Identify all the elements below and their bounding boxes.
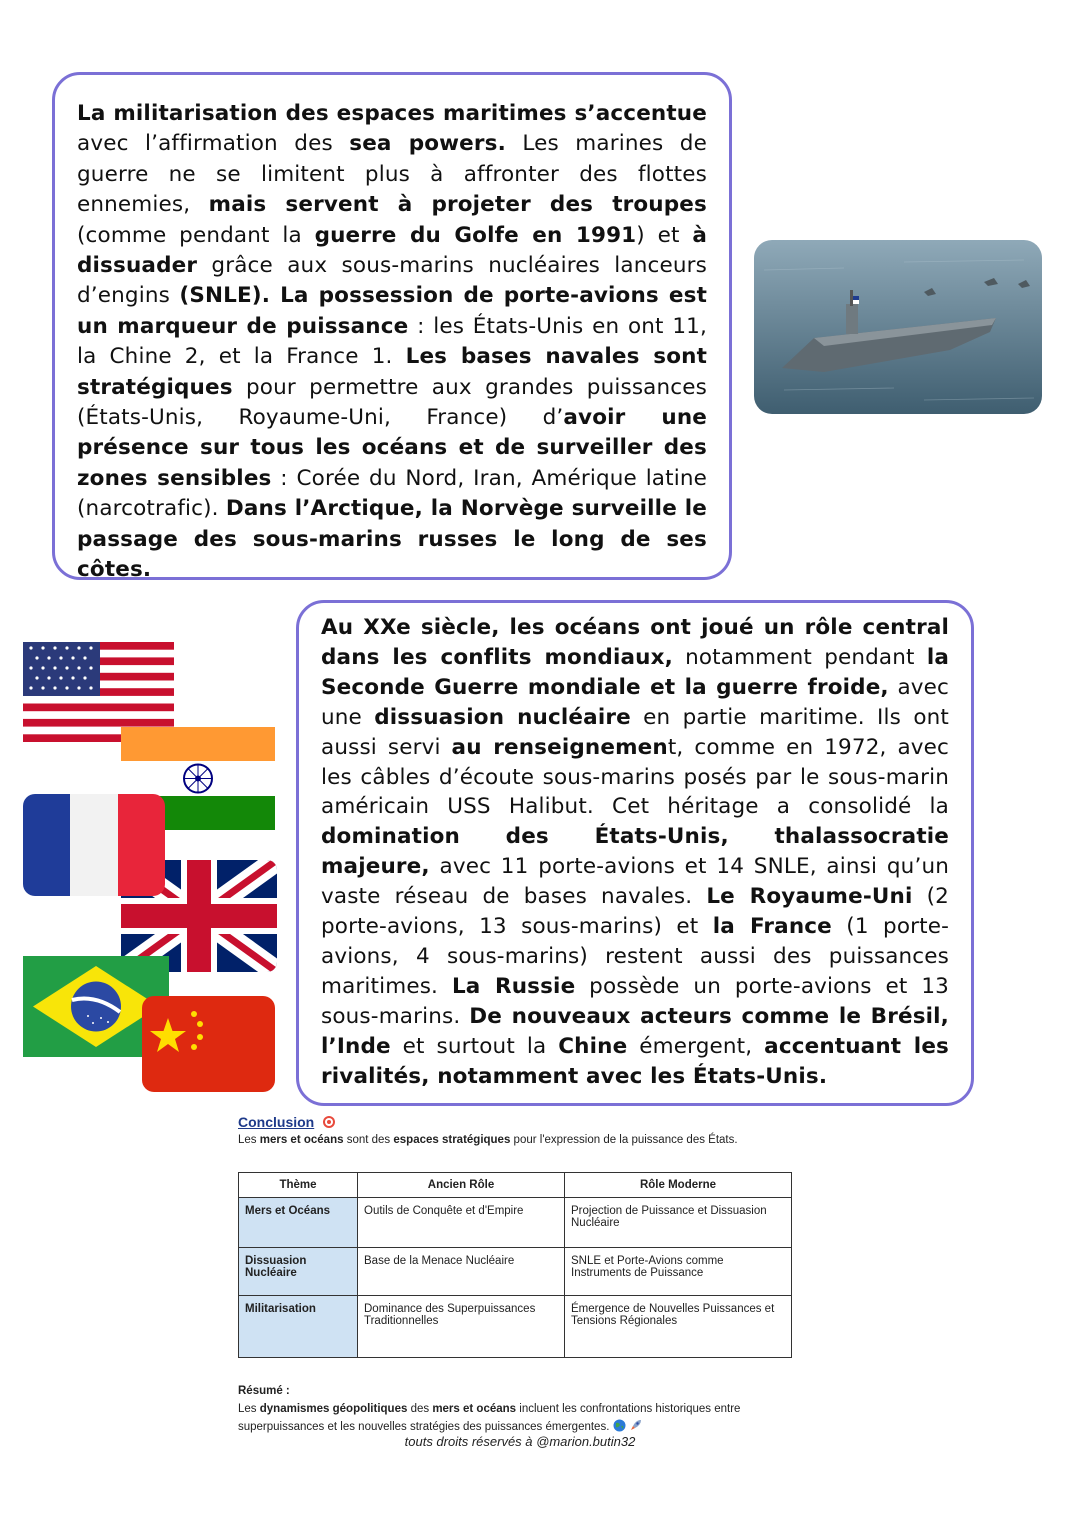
text-segment: : Corée du Nord, Iran, Amérique latine (narcotrafic). <box>77 465 707 522</box>
bold-text-segment: Les bases navales sont stratégiques <box>77 344 707 400</box>
resume-body <box>238 1403 740 1433</box>
bold-text-segment: au renseignemen <box>451 734 668 760</box>
aircraft-carrier-photo <box>754 240 1042 414</box>
text-segment: possède un porte-avions et 13 sous-marins. <box>321 973 949 1029</box>
china-flag <box>142 996 275 1092</box>
text-segment: (1 porte-avions, 4 sous-marins) restent aussi des puissances maritimes. <box>321 914 949 999</box>
text-segment: grâce aux sous-marins nucléaires lanceurs d’engins <box>77 253 707 309</box>
bold-text-segment: domination des États-Unis, thalassocratie majeure, <box>321 824 949 880</box>
bold-text-segment: dissuasion nucléaire <box>374 704 631 730</box>
bold-text-segment: Chine <box>558 1033 628 1059</box>
bold-text-segment: dynamismes géopolitiques <box>259 1403 408 1415</box>
text-segment: (comme pendant la <box>77 222 315 248</box>
bold-text-segment: avoir une présence sur tous les océans et de surveiller des zones sensibles <box>77 405 708 491</box>
text-segment: Les <box>238 1403 260 1415</box>
row-theme: Dissuasion Nucléaire <box>239 1248 358 1296</box>
bold-text-segment: La Russie <box>451 973 576 999</box>
text-segment: en partie maritime. Ils ont aussi servi <box>321 704 949 760</box>
row-modern-role: Projection de Puissance et Dissuasion Nucléaire <box>565 1198 792 1248</box>
row-modern-role: Émergence de Nouvelles Puissances et Tensions Régionales <box>565 1296 792 1358</box>
table-row <box>239 1296 792 1358</box>
text-segment: Les <box>238 1134 260 1146</box>
france-flag <box>23 794 165 896</box>
bold-text-segment: mais servent à projeter des troupes <box>208 192 707 218</box>
conclusion-section <box>238 1114 798 1146</box>
bold-text-segment: mers et océans <box>259 1134 344 1146</box>
rocket-icon <box>629 1418 643 1432</box>
bold-text-segment: La militarisation des espaces maritimes s’accentue <box>77 101 707 126</box>
row-theme: Mers et Océans <box>239 1198 358 1248</box>
text-segment: t, comme en 1972, avec les câbles d’écoute sous-marins posés par le sous-marin américain USS Halibut. Cet héritage a consolidé la <box>321 734 949 820</box>
text-segment: Les marines de guerre ne se limitent plus à affronter des flottes ennemies, <box>77 131 707 218</box>
bold-text-segment: guerre du Golfe en 1991 <box>314 222 637 248</box>
bold-text-segment: accentuant les rivalités, notamment avec les États-Unis. <box>321 1033 949 1089</box>
text-segment: notamment pendant <box>672 644 927 670</box>
header-theme: Thème <box>239 1173 358 1198</box>
target-icon <box>322 1115 336 1129</box>
militarisation-paragraph <box>77 99 707 586</box>
conclusion-title: Conclusion <box>238 1114 315 1130</box>
text-segment: sont des <box>343 1134 394 1146</box>
text-segment: pour l'expression de la puissance des États. <box>510 1134 738 1146</box>
text-segment: incluent les confrontations historiques entre superpuissances et les nouvelles stratégies des puissances émergentes. <box>238 1403 741 1433</box>
header-old-role: Ancien Rôle <box>358 1173 565 1198</box>
bold-text-segment: Au XXe siècle, les océans ont joué un rôle central dans les conflits mondiaux, <box>321 615 949 670</box>
table-row <box>239 1248 792 1296</box>
conclusion-intro <box>238 1134 798 1146</box>
bold-text-segment: la Seconde Guerre mondiale et la guerre froide, <box>321 644 949 700</box>
text-segment: avec 11 porte-avions et 14 SNLE, ainsi qu’un vaste réseau de bases navales. <box>321 854 949 910</box>
text-segment: émergent, <box>627 1033 765 1059</box>
conclusion-heading <box>238 1114 798 1132</box>
table-header-row <box>239 1173 792 1198</box>
text-segment: et surtout la <box>390 1033 559 1059</box>
text-segment: : les États-Unis en ont 11, la Chine 2, et la France 1. <box>77 313 707 370</box>
row-modern-role: SNLE et Porte-Avions comme Instruments de Puissance <box>565 1248 792 1296</box>
text-segment: pour permettre aux grandes puissances (États-Unis, Royaume-Uni, France) d’ <box>77 374 707 431</box>
text-segment: (2 porte-avions, 13 sous-marins) et <box>321 884 949 940</box>
text-segment: avec l’affirmation des <box>77 131 350 157</box>
text-segment: ) et <box>636 222 693 248</box>
bold-text-segment: Dans l’Arctique, la Norvège surveille le passage des sous-marins russes le long de ses côtes. <box>77 496 707 583</box>
bold-text-segment: sea powers. <box>349 131 506 157</box>
header-modern-role: Rôle Moderne <box>565 1173 792 1198</box>
resume-section <box>238 1382 808 1436</box>
row-theme: Militarisation <box>239 1296 358 1358</box>
summary-table <box>238 1172 792 1358</box>
text-segment: avec une <box>321 674 949 730</box>
bold-text-segment: la France <box>712 914 832 940</box>
resume-label: Résumé : <box>238 1385 290 1397</box>
bold-text-segment: espaces stratégiques <box>393 1134 511 1146</box>
row-old-role: Dominance des Superpuissances Traditionnelles <box>358 1296 565 1358</box>
bold-text-segment: Le Royaume-Uni <box>706 884 913 910</box>
bold-text-segment: (SNLE). La possession de porte-avions est un marqueur de puissance <box>77 283 707 339</box>
globe-icon <box>613 1419 626 1432</box>
row-old-role: Base de la Menace Nucléaire <box>358 1248 565 1296</box>
militarisation-text-box <box>52 72 732 583</box>
resume-text <box>238 1400 808 1436</box>
bold-text-segment: à dissuader <box>77 222 707 279</box>
oceans-history-paragraph <box>321 613 949 1092</box>
copyright-credit: touts droits réservés à @marion.butin32 <box>404 1434 636 1449</box>
bold-text-segment: De nouveaux acteurs comme le Brésil, l’Inde <box>321 1003 949 1059</box>
text-segment: des <box>407 1403 433 1415</box>
row-old-role: Outils de Conquête et d'Empire <box>358 1198 565 1248</box>
bold-text-segment: mers et océans <box>432 1403 517 1415</box>
oceans-history-text-box <box>296 600 974 1106</box>
table-row <box>239 1198 792 1248</box>
